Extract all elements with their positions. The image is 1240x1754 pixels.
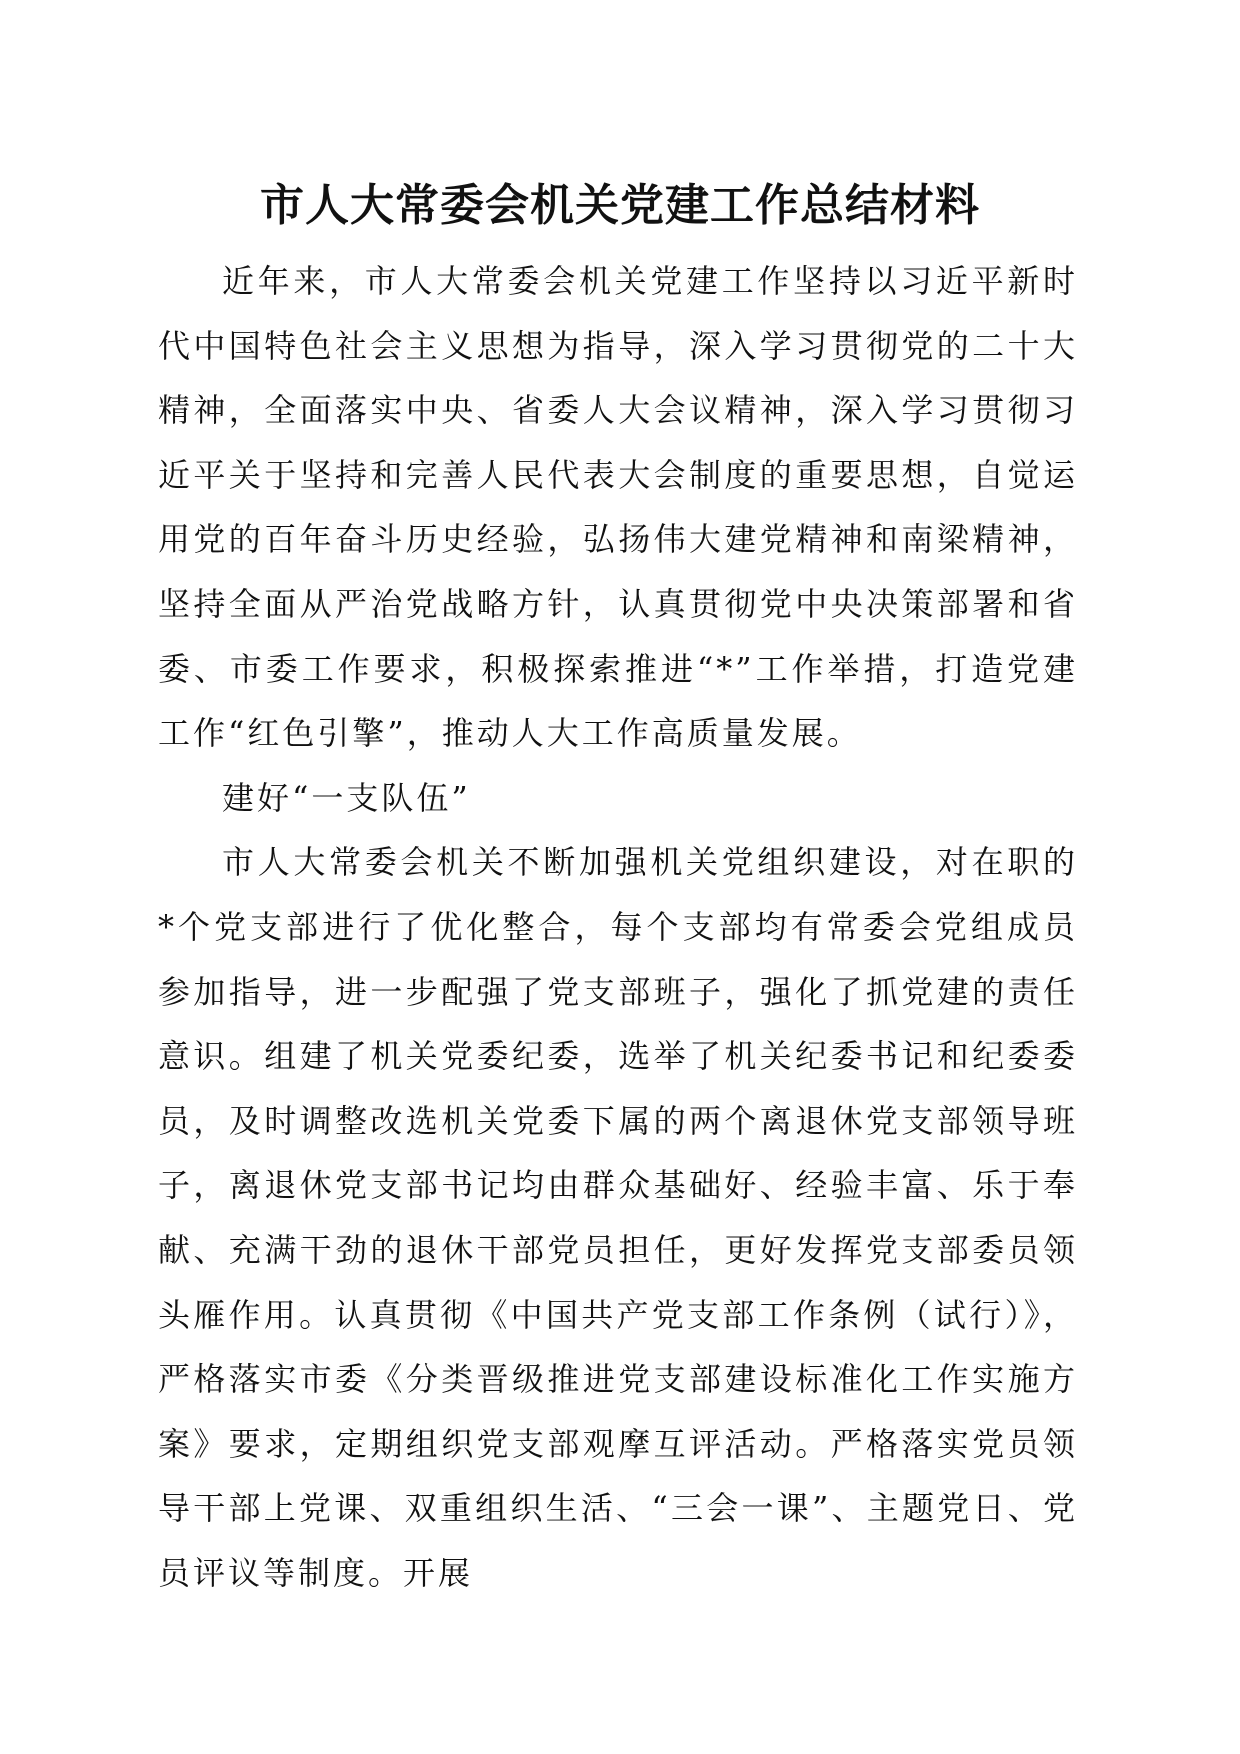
body-paragraph: 市人大常委会机关不断加强机关党组织建设，对在职的*个党支部进行了优化整合，每个支部均有常委会党组成员参加指导，进一步配强了党支部班子，强化了抓党建的责任意识。组建了机关党委纪委，选举了机关纪委书记和纪委委员，及时调整改选机关党委下属的两个离退休党支部领导班子，离退休党支部书记均由群众基础好、经验丰富、乐于奉献、充满干劲的退休干部党员担任，更好发挥党支部委员领头雁作用。认真贯彻《中国共产党支部工作条例（试行）》，严格落实市委《分类晋级推进党支部建设标准化工作实施方案》要求，定期组织党支部观摩互评活动。严格落实党员领导干部上党课、双重组织生活、“三会一课”、主题党日、党员评议等制度。开展 [158,843,1078,1592]
document-body [158,249,1078,1605]
document-title: 市人大常委会机关党建工作总结材料 [260,180,980,231]
section-heading: 建好“一支队伍” [222,778,471,817]
intro-paragraph: 近年来，市人大常委会机关党建工作坚持以习近平新时代中国特色社会主义思想为指导，深入学习贯彻党的二十大精神，全面落实中央、省委人大会议精神，深入学习贯彻习近平关于坚持和完善人民代表大会制度的重要思想，自觉运用党的百年奋斗历史经验，弘扬伟大建党精神和南梁精神，坚持全面从严治党战略方针，认真贯彻党中央决策部署和省委、市委工作要求，积极探索推进“*”工作举措，打造党建工作“红色引擎”，推动人大工作高质量发展。 [158,262,1078,753]
